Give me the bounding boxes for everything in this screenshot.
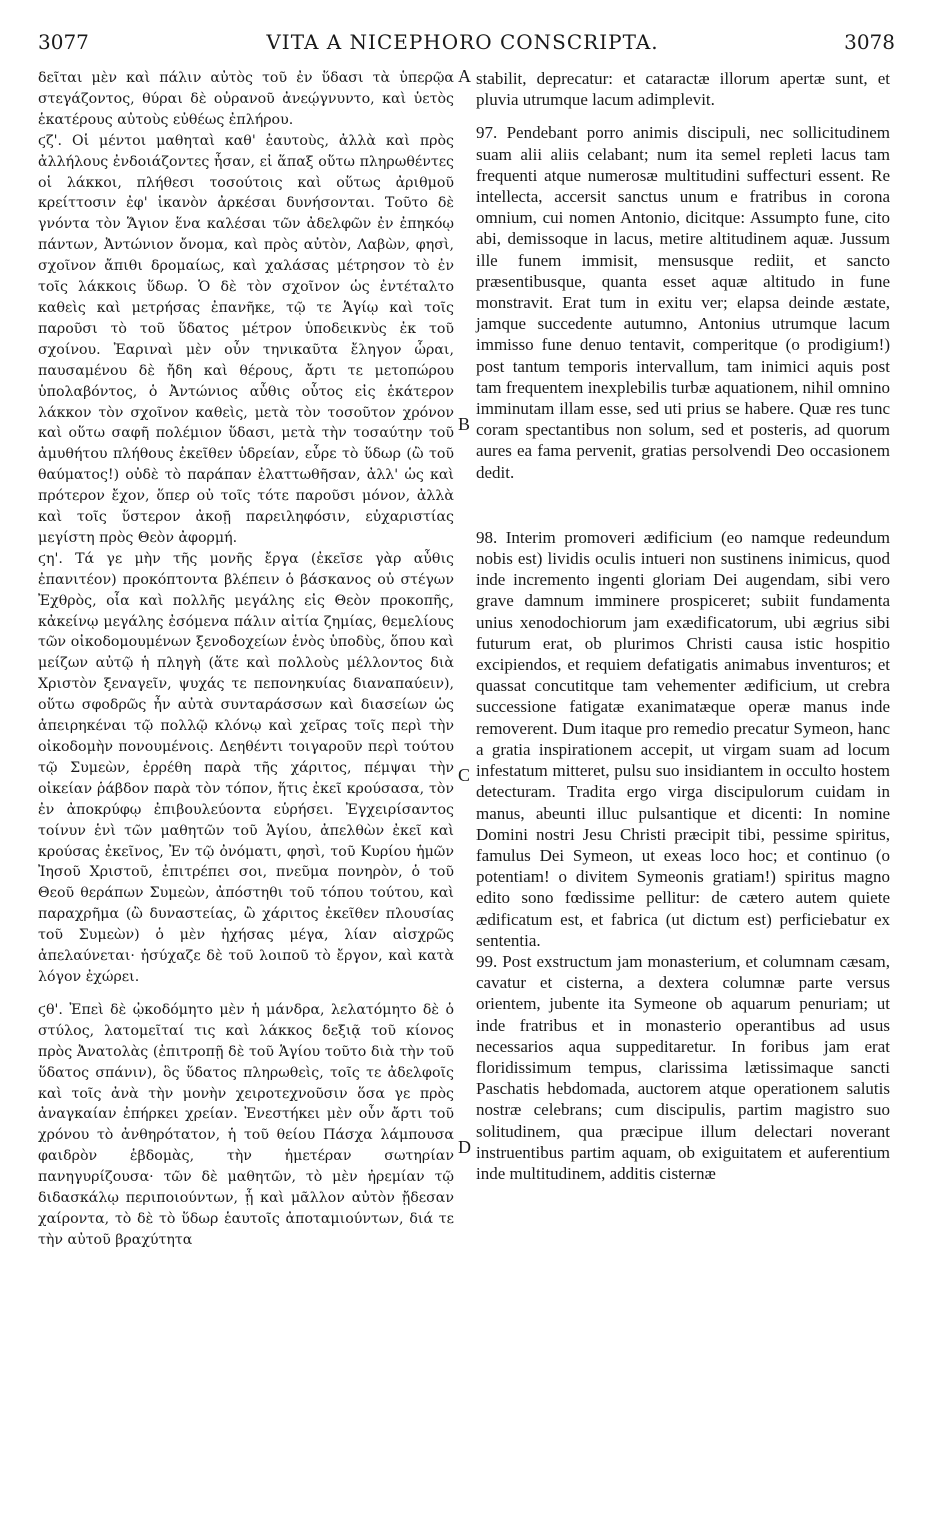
latin-paragraph-3: 98. Interim promoveri ædificium (eo namque redeundum nobis est) lividis oculis intueri non sustinens inimicus, quod inde incremento ingenti gloriam Dei augendam, sibi vero grave damnum imminere prospiceret; subiit fundamenta unius xenodochiorum jam exædificatorum, ubi ægrius sibi futurum erat, ob plurimos Christi causa istic hospitio excipiendos, et requiem defatigatis animabus inventuros; et quassat concutitque tam vehementer ædificium, ut crebra successione fatigatæ exanimatæque operæ manus inde removerent. Dum itaque pro remedio precatur Symeon, hanc a gratia inspirationem accepit, ut virgam suam ad locum infestatum mitteret, pulsu suo insidiantem in occulto hostem detecturam. Tradita ergo virga discipulorum cuidam in manus, abeunti illuc pulsantique et dicenti: In nomine Domini nostri Jesu Christi præcipit tibi, pessime spiritus, famulus Dei Symeon, ut exeas loco hoc; et continuo (o potentiam! o divitem Symeonis gratiam!) spiritus magno edito sono fœdissime pellitur: de cætero autem quiete ædificatum est, et fabrica (ut dictum est) perficiebatur ex sententia. (476, 527, 890, 950)
margin-letter-b: B (458, 414, 471, 434)
greek-paragraph-2: ϛζ'. Οἱ μέντοι μαθηταὶ καθ' ἑαυτοὺς, ἀλλὰ καὶ πρὸς ἀλλήλους ἐνδοιάζοντες ἦσαν, εἰ ἅπαξ οὕτω πληρωθέντες οἱ λάκκοι, πλήθεσι τοσούτοις καὶ οὕτως ἀριθμοῦ κρείττοσιν ἐφ' ἱκανὸν ἀρκέσαι δυνήσονται. Τοῦτο δὲ γνόντα τὸν Ἅγιον ἕνα καλέσαι τῶν ἀδελφῶν ἐν ἐπηκόῳ πάντων, Ἀντώνιον ὄνομα, καὶ πρὸς αὐτὸν, Λαβὼν, φησὶ, σχοῖνον ἄπιθι δρομαίως, καὶ χαλάσας μέτρησον τὸ ἐν τοῖς λάκκοις ὕδωρ. Ὁ δὲ τὸν σχοῖνον ὡς ἐντέταλτο καθεὶς καὶ μετρήσας ἐπανῆκε, τῷ τε Ἁγίῳ καὶ τοῖς παροῦσι τὸ τοῦ ὕδατος μέτρον ὑποδεικνὺς ἐκ τοῦ σχοίνου. Ἐαριναὶ μὲν οὖν τηνικαῦτα ἔληγον ὧραι, παυσαμένου δὲ ἤδη καὶ θέρους, ἄρτι τε μετοπώρου ὑπολαβόντος, ὁ Ἀντώνιος αὖθις οὗτος εἰς ἑκάτερον λάκκον τὸν σχοῖνον καθεὶς, μετὰ τὸν τοσοῦτον χρόνον καὶ οὕτω σαφῆ πολέμιον ὕδασι, μετὰ τὴν τοσαύτην τοῦ ἀμυθήτου πλήθους ἐκεῖθεν ὑδρείαν, εὗρε τὸ ὕδωρ (ὢ τοῦ θαύματος!) οὐδὲ τὸ παράπαν ἐλαττωθῆσαν, ἀλλ' ὡς καὶ πρότερον ἔχον, ὅπερ οὐ τοῖς τότε παροῦσι μόνον, ἀλλὰ καὶ τοῖς ὕστερον ἀκοῇ παρειληφόσιν, εὐχαριστίας μεγίστη πρὸς Θεὸν ἀφορμή. (38, 132, 454, 546)
margin-letter-a: A (458, 66, 471, 86)
running-header (20, 30, 905, 60)
page-number-right: 3078 (844, 30, 895, 54)
page-number-left: 3077 (38, 30, 89, 54)
running-title: VITA A NICEPHORO CONSCRIPTA. (266, 30, 659, 54)
greek-paragraph-1: δεῖται μὲν καὶ πάλιν αὐτὸς τοῦ ἐν ὕδασι τὰ ὑπερῷα στεγάζοντος, θύραι δὲ οὐρανοῦ ἀνεῴγνυντο, καὶ ὑετὸς ἑκατέρους αὐτοὺς εὐθέως ἐπλήρου. (38, 70, 454, 128)
greek-paragraph-3: ϛη'. Τά γε μὴν τῆς μονῆς ἔργα (ἐκεῖσε γὰρ αὖθις ἐπανιτέον) προκόπτοντα βλέπειν ὁ βάσκανος οὐ στέγων Ἐχθρὸς, οἷα καὶ πολλῆς μεγάλης εἰς Θεὸν προκοπῆς, κἀκείνῳ μεγάλης ἐσόμενα πάλιν αἰτία ζημίας, θεμελίους τῶν οἰκοδομουμένων ξενοδοχείων ἑνὸς ὑποδὺς, ὅπου καὶ μείζων αὐτῷ ἡ πληγὴ (ἅτε καὶ πολλοὺς μέλλοντος διὰ Χριστὸν ξεναγεῖν, ψυχάς τε πεπονηκυίας διαναπαύειν), οὕτω σφοδρῶς ἦν αὐτὰ συνταράσσων καὶ διασείων ὡς ἀπειρηκέναι τῷ πολλῷ κλόνῳ καὶ χεῖρας τοῖς περὶ τὴν οἰκοδομὴν πονουμένοις. Δεηθέντι τοιγαροῦν περὶ τούτου τῷ Συμεὼν, ἐρρέθη παρὰ τῆς χάριτος, πέμψαι τὴν οἰκείαν ῥάβδον παρὰ τὸν τόπον, ἥτις ἐκεῖ κρούσασα, τὸν ἐν ἀποκρύφῳ ἐπιβουλεύοντα εὑρήσει. Ἐγχειρίσαντος τοίνυν ἑνὶ τῶν μαθητῶν τοῦ Ἁγίου, ἀπελθὼν ἐκεῖ καὶ κρούσας ἐκεῖνος, Ἐν τῷ ὀνόματι, φησὶ, τοῦ Κυρίου ἡμῶν Ἰησοῦ Χριστοῦ, ἐπιτρέπει σοι, πνεῦμα πονηρὸν, ὁ τοῦ Θεοῦ θεράπων Συμεὼν, ἀπόστηθι τοῦ τόπου τούτου, καὶ παραχρῆμα (ὢ δυναστείας, ὢ χάριτος ἐκεῖθεν πλουσίας τοῦ Συμεὼν) ὁ μὲν ἠχήσας μέγα, λίαν αἰσχρῶς ἀπελαύνεται· ἡσύχαζε δὲ τοῦ λοιποῦ τὸ ἔργον, καὶ κατὰ λόγον ἐχώρει. (38, 550, 454, 985)
margin-letter-d: D (458, 1137, 471, 1157)
latin-column (476, 68, 890, 1184)
latin-paragraph-2: 97. Pendebant porro animis discipuli, nec sollicitudinem suam alii aliis celabant; num ita semel repleti lacus tam frequenti atque numerosæ multitudini suffecturi essent. Re intellecta, accersit sanctus unum e fratribus in corona omnium, cui nomen Antonio, dicitque: Assumpto fune, cito abi, demissoque in lacus, metire altitudinem aquæ. Jussum ille funem immisit, mensusque rediit, et sancto præsentibusque, quanta esset aquæ altitudo in fune monstravit. Erat tum in exitu ver; elapsa deinde æstate, jamque succedente autumno, Antonius utrumque lacum immisso fune denuo tentavit, comperitque (o prodigium!) post tantum temporis intervallum, tam inimici aquis post tam frequentem inexplebilis turbæ aquationem, nihil omnino imminutam illam esse, sed uti prius se habere. Quæ res tunc coram spectantibus non solum, sed et posteris, ad quorum aures ea fama pervenit, gratias persolvendi Deo occasionem dedit. (476, 123, 890, 482)
greek-paragraph-4: ϛθ'. Ἐπεὶ δὲ ᾠκοδόμητο μὲν ἡ μάνδρα, λελατόμητο δὲ ὁ στύλος, λατομεῖταί τις καὶ λάκκος δεξιᾷ τοῦ κίονος πρὸς Ἀνατολὰς (ἐπιτροπῇ δὲ τοῦ Ἁγίου τοῦτο διὰ τὴν τοῦ ὕδατος σπάνιν), ὃς ὕδατος πληρωθεὶς, τοῖς τε ἀδελφοῖς καὶ τοῖς ἀνὰ τὴν μονὴν χειροτεχνοῦσιν ὅσα γε πρὸς ἀναγκαίαν ἐπήρκει χρείαν. Ἐνεστήκει μὲν οὖν ἄρτι τοῦ χρόνου τὸ ἀνθηρότατον, ἡ τοῦ θείου Πάσχα λάμπουσα φαιδρὸν ἑβδομὰς, τὴν ἡμετέραν σωτηρίαν πανηγυρίζουσα· τῶν δὲ μαθητῶν, τὸ μὲν ἠρεμίαν τῷ διδασκάλῳ περιποιούντων, ᾗ καὶ μᾶλλον αὐτὸν ᾔδεσαν χαίροντα, τὸ δὲ τὸ ὕδωρ ἑαυτοῖς ἀποταμιούντων, διά τε τὴν αὐτοῦ βραχύτητα (38, 1001, 454, 1248)
latin-paragraph-4: 99. Post exstructum jam monasterium, et columnam cæsam, cavatur et cisterna, a dextera columnæ parte versus orientem, jubente ita Symeone ob aquarum penuriam; ut inde fratribus et in monasterio operantibus ad usus necessarios aqua suppeditaretur. In foribus jam erat floridissimum tempus, clarissima lætissimaque sancti Paschatis hebdomada, auctorem atque operationem salutis nostræ celebrans; cum discipulis, partim magistro suo solitudinem, qua præcipue illum delectari noverant instruentibus partim aquam, ob exiguitatem et auferentium inde multitudinem, additis cisternæ (476, 951, 890, 1183)
margin-letter-c: C (458, 765, 471, 785)
greek-column (38, 68, 454, 1251)
latin-paragraph-1: stabilit, deprecatur: et cataractæ illorum apertæ sunt, et pluvia utrumque lacum adimplevit. (476, 69, 890, 110)
